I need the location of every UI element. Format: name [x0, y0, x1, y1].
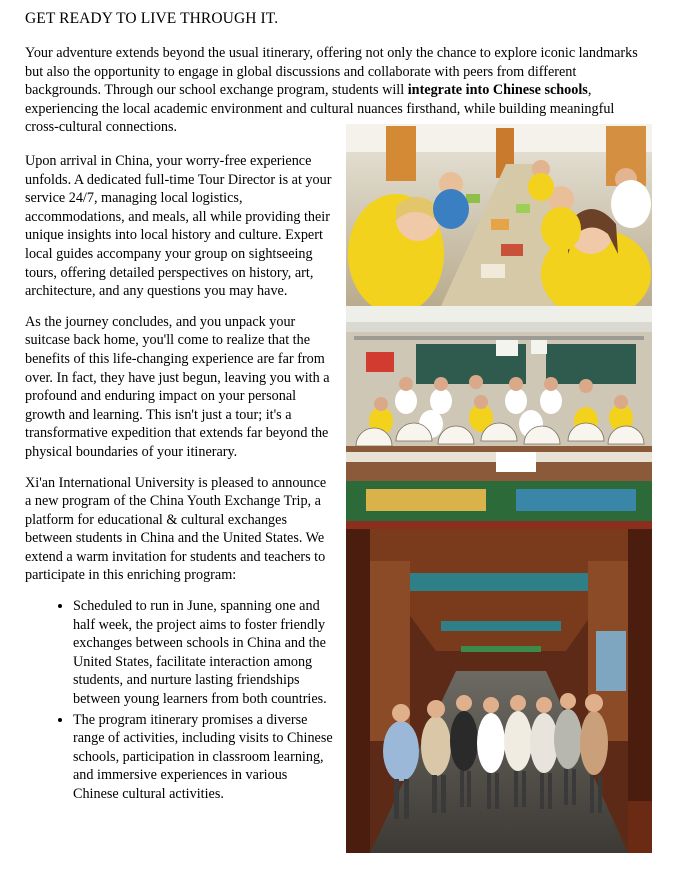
arrival-paragraph: Upon arrival in China, your worry-free experience unfolds. A dedicated full-time Tour Director is at your service 24/7, managing local logistics, accommodations, and meals, all while providing their unique insights into local history and culture. Expert local guides accompany your group on sightseeing tours, offering detailed perspectives on history, art, architecture, and any questions you may have. [25, 153, 332, 300]
corridor-group-photo [346, 481, 652, 853]
intro-text-end: , experiencing the local academic environment and cultural nuances firsthand, while building meaningful cross-cultural connections. [25, 82, 615, 136]
announcement-paragraph: Xi'an International University is pleased to announce a new program of the China Youth Exchange Trip, a platform for educational & cultural exchanges between students in China and the United States. We extend a warm invitation for students and teachers to participate in this enriching program: [25, 474, 327, 584]
cafeteria-meal-photo [346, 124, 652, 306]
bullet-item-schedule: • Scheduled to run in June, spanning one and half week, the project aims to foster friendly exchanges between schools in China and the United States, facilitate interaction among students, and nurture lasting friendships between young learners from both countries. [73, 597, 335, 709]
classroom-group-photo [346, 306, 652, 481]
program-bullet-list [25, 597, 335, 804]
headline: GET READY TO LIVE THROUGH IT. [25, 10, 279, 27]
left-text-column [25, 152, 335, 806]
intro-text-start: Your adventure extends beyond the usual itinerary, offering not only the chance to explore iconic landmarks but also the opportunity to engage in global discussions and collaborate with peers from different backgrounds. Through our school exchange program, students will [25, 45, 638, 99]
conclusion-paragraph: As the journey concludes, and you unpack your suitcase back home, you'll come to realize that the benefits of this life-changing experience are far from over. In fact, they have just begun, leaving you with a profound and enduring impact on your personal growth and learning. This isn't just a tour; it's a transformative expedition that extends far beyond the physical boundaries of your itinerary. [25, 313, 330, 460]
bullet-item-itinerary: • The program itinerary promises a diverse range of activities, including visits to Chinese schools, participation in classroom learning, and immersive experiences in various Chinese cultural activities. [73, 711, 335, 804]
intro-bold-phrase: integrate into Chinese schools [407, 82, 588, 99]
